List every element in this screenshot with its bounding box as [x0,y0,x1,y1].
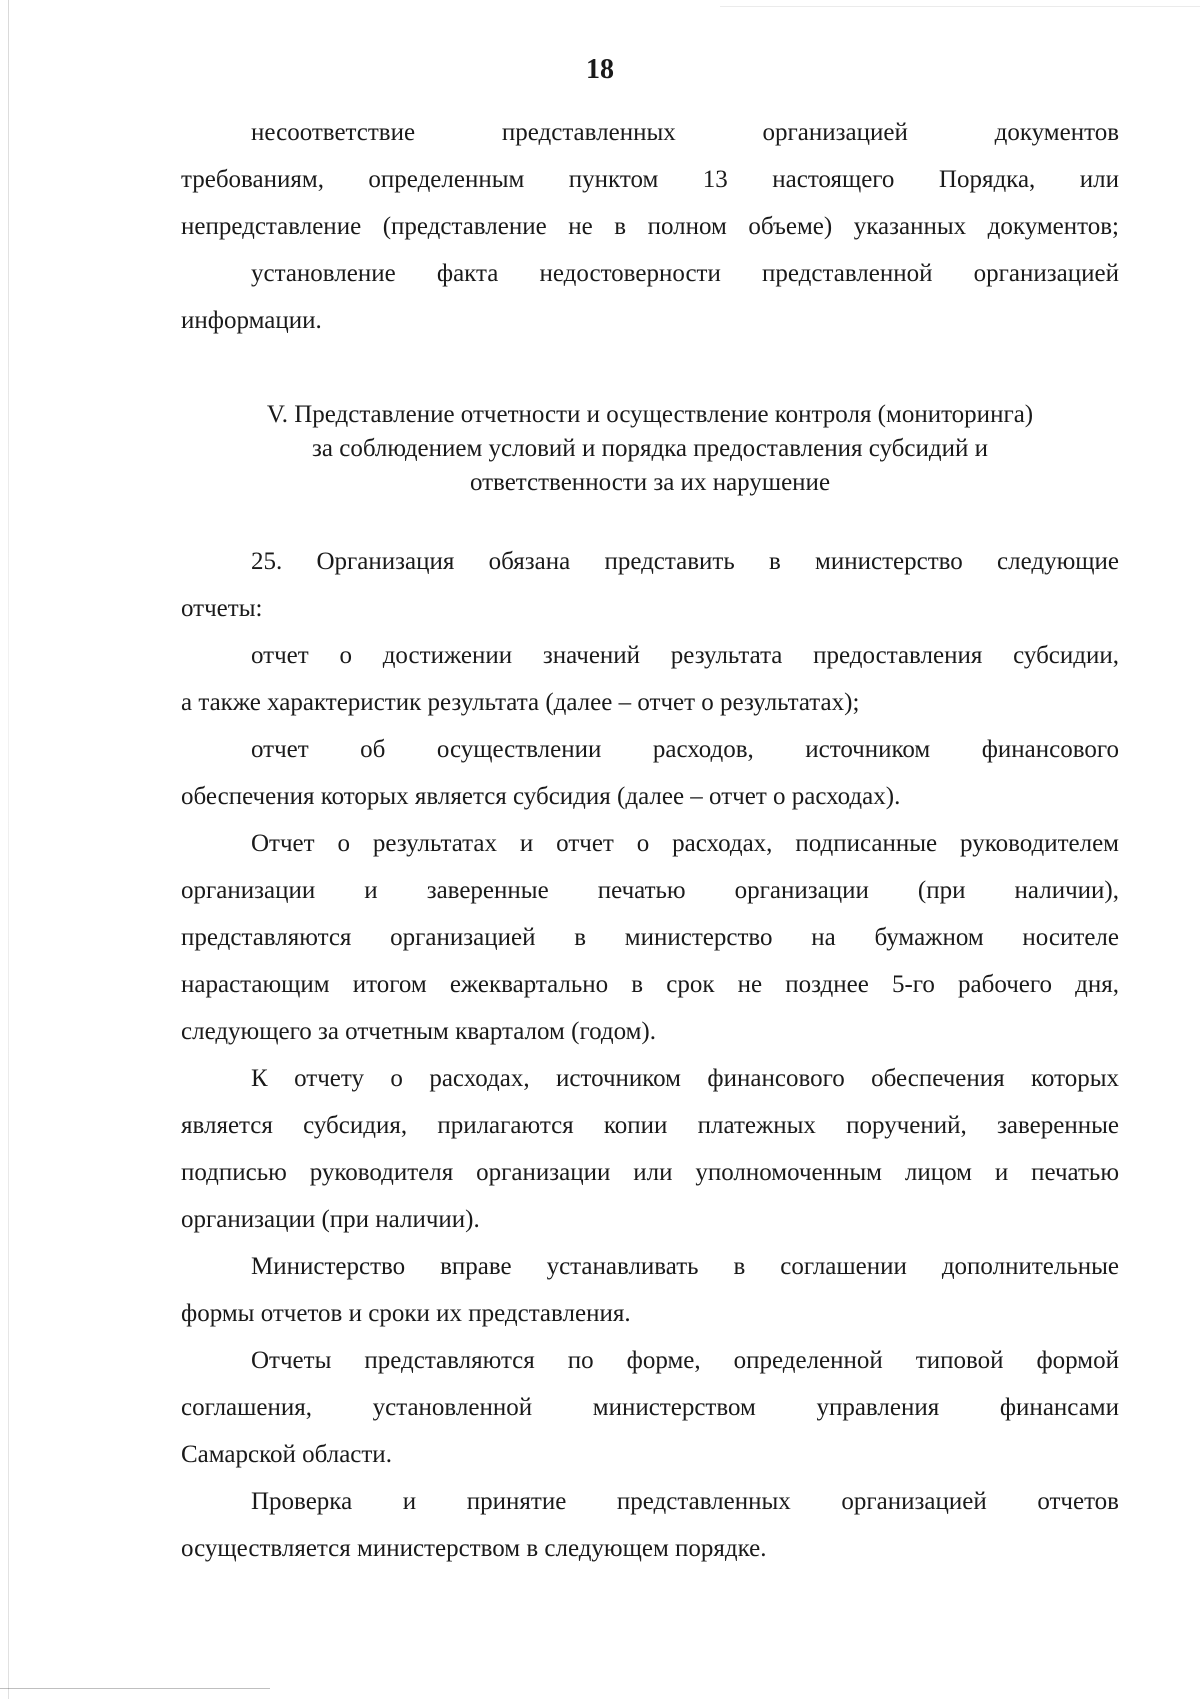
heading-line: за соблюдением условий и порядка предоставления субсидий и [312,435,988,462]
scan-line-top [720,6,1200,7]
text-line: отчеты: [181,595,263,622]
text-line: Отчеты представляются по форме, определенной типовой формой [251,1347,1119,1374]
text-line: Самарской области. [181,1441,392,1468]
text-line: обеспечения которых является субсидия (далее – отчет о расходах). [181,783,901,810]
heading-line: ответственности за их нарушение [469,469,831,496]
text-line: отчет о достижении значений результата предоставления субсидии, [251,642,1119,669]
scan-line-bottom [0,1688,270,1689]
paragraph-block-2 [181,538,1119,1572]
text-line: нарастающим итогом ежеквартально в срок не позднее 5-го рабочего дня, [181,971,1119,998]
text-line: подписью руководителя организации или уполномоченным лицом и печатью [181,1159,1119,1186]
text-line: 25. Организация обязана представить в министерство следующие [251,548,1119,575]
text-line: несоответствие представленных организацией документов [251,119,1119,146]
text-line: К отчету о расходах, источником финансового обеспечения которых [251,1065,1119,1092]
text-line: является субсидия, прилагаются копии платежных поручений, заверенные [181,1112,1119,1139]
text-line: организации и заверенные печатью организации (при наличии), [181,877,1119,904]
text-line: а также характеристик результата (далее – отчет о результатах); [181,689,860,716]
text-line: следующего за отчетным кварталом (годом). [181,1018,656,1045]
text-line: непредставление (представление не в полном объеме) указанных документов; [181,213,1119,240]
paragraph-block-1 [181,109,1119,344]
scan-edge-left [8,0,9,1699]
text-line: требованиям, определенным пунктом 13 настоящего Порядка, или [181,166,1119,193]
text-line: установление факта недостоверности представленной организацией [251,260,1119,287]
text-line: представляются организацией в министерство на бумажном носителе [181,924,1119,951]
text-line: формы отчетов и сроки их представления. [181,1300,631,1327]
text-line: Министерство вправе устанавливать в соглашении дополнительные [251,1253,1119,1280]
text-line: Отчет о результатах и отчет о расходах, подписанные руководителем [251,830,1119,857]
text-line: Проверка и принятие представленных организацией отчетов [251,1488,1119,1515]
text-line: информации. [181,307,322,334]
text-line: отчет об осуществлении расходов, источником финансового [251,736,1119,763]
text-line: соглашения, установленной министерством управления финансами [181,1394,1119,1421]
text-line: осуществляется министерством в следующем порядке. [181,1535,767,1562]
section-heading [181,398,1119,500]
page-number: 18 [586,54,614,85]
text-line: организации (при наличии). [181,1206,480,1233]
heading-line: V. Представление отчетности и осуществление контроля (мониторинга) [266,401,1034,428]
